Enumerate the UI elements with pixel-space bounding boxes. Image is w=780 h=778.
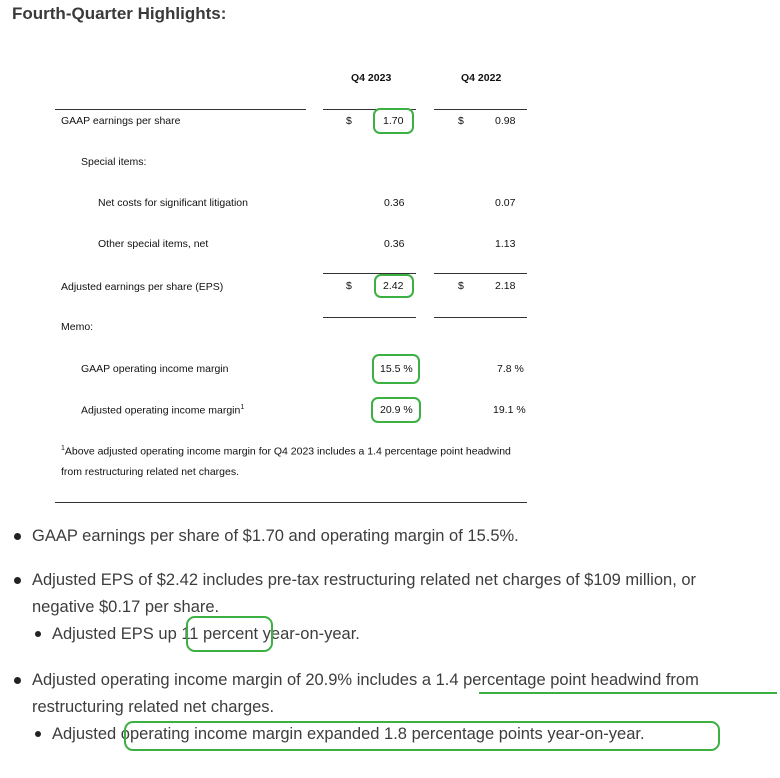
currency-sign: $ <box>458 280 464 292</box>
row-label: Memo: <box>61 321 94 333</box>
bullet-dot <box>14 533 21 540</box>
cell-value: 1.70 <box>383 115 404 127</box>
row-label: GAAP operating income margin <box>81 363 229 375</box>
bullet-dot <box>14 677 21 684</box>
row-label: GAAP earnings per share <box>61 115 181 127</box>
cell-value: 0.36 <box>384 238 405 250</box>
highlight-box <box>124 721 720 751</box>
sub-bullet-text: Adjusted EPS up 11 percent year-on-year. <box>52 625 360 643</box>
currency-sign: $ <box>346 280 352 292</box>
bullet-text: Adjusted operating income margin of 20.9% includes a 1.4 percentage point headwind from <box>32 671 699 689</box>
currency-sign: $ <box>458 115 464 127</box>
cell-value: 0.98 <box>495 115 516 127</box>
cell-value: 7.8 % <box>497 363 524 375</box>
bullet-text: GAAP earnings per share of $1.70 and operating margin of 15.5%. <box>32 527 519 545</box>
cell-value: 0.07 <box>495 197 516 209</box>
highlight-box <box>372 354 420 384</box>
highlight-box <box>186 616 273 652</box>
row-label: Other special items, net <box>98 238 209 250</box>
row-label: Net costs for significant litigation <box>98 197 248 209</box>
cell-value: 2.42 <box>383 280 404 292</box>
bullet-text: restructuring related net charges. <box>32 698 275 716</box>
footnote: from restructuring related net charges. <box>61 466 239 478</box>
cell-value: 19.1 % <box>493 404 526 416</box>
row-label: Special items: <box>81 156 147 168</box>
bullet-dot <box>14 577 21 584</box>
cell-value: 2.18 <box>495 280 516 292</box>
sub-bullet-dot <box>35 731 41 737</box>
highlight-box <box>373 108 414 134</box>
sub-bullet-text: Adjusted operating income margin expanded 1.8 percentage points year-on-year. <box>52 725 645 743</box>
footnote: $^1$Above adjusted operating income margin for Q4 2023 includes a 1.4 percentage point headwind <box>61 445 511 458</box>
cell-value: 20.9 % <box>380 404 413 416</box>
cell-value: 15.5 % <box>380 363 413 375</box>
sub-bullet-dot <box>35 631 41 637</box>
col-header-q4-2023: Q4 2023 <box>351 72 392 84</box>
section-heading: Fourth-Quarter Highlights: <box>12 4 227 23</box>
col-header-q4-2022: Q4 2022 <box>461 72 502 84</box>
row-label: Adjusted earnings per share (EPS) <box>61 281 224 293</box>
highlight-box <box>371 397 421 423</box>
underline-mark <box>479 692 777 694</box>
highlight-box <box>374 274 414 298</box>
cell-value: 1.13 <box>495 238 516 250</box>
currency-sign: $ <box>346 115 352 127</box>
bullet-text: negative $0.17 per share. <box>32 598 220 616</box>
cell-value: 0.36 <box>384 197 405 209</box>
row-label: Adjusted operating income margin$^1$ <box>81 404 245 417</box>
bullet-text: Adjusted EPS of $2.42 includes pre-tax restructuring related net charges of $109 million, or <box>32 571 697 589</box>
